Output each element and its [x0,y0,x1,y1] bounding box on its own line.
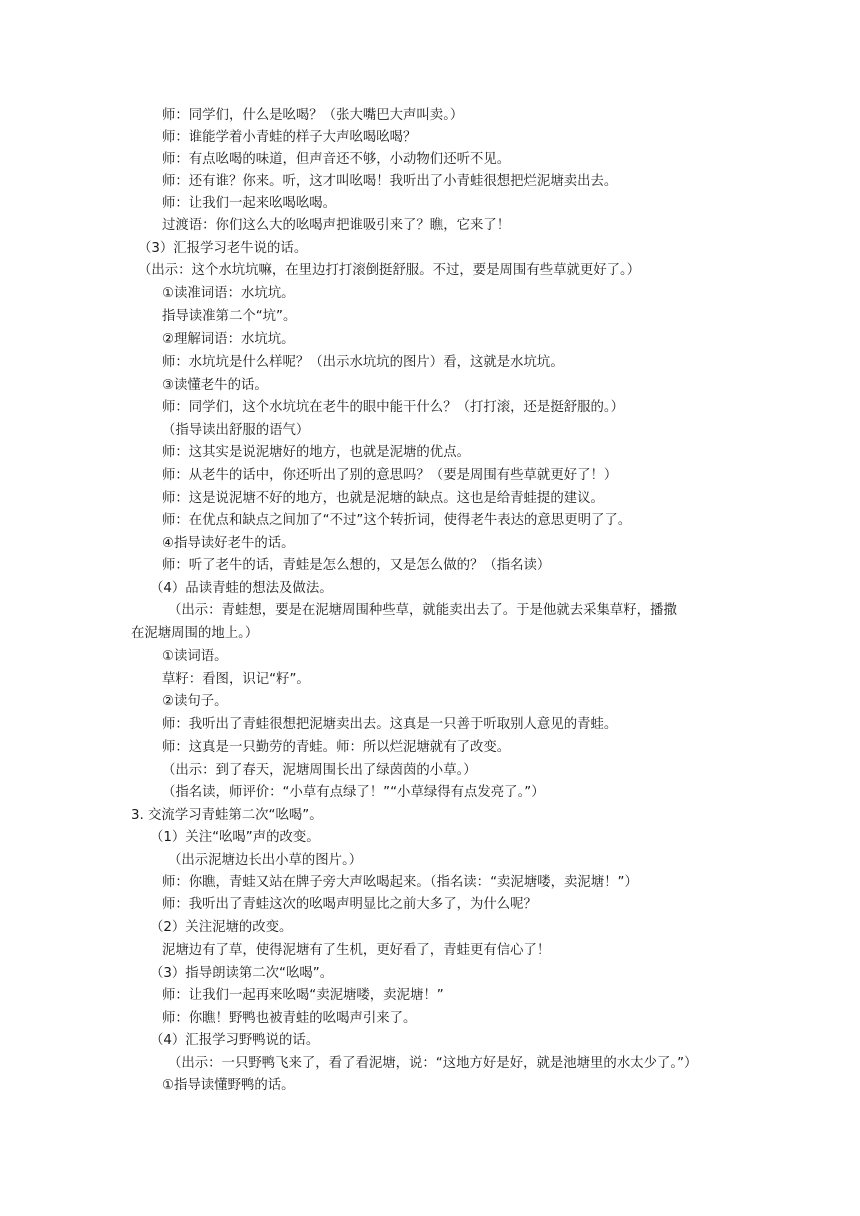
text-line: ①读准词语：水坑坑。 [162,286,295,301]
text-line: （指导读出舒服的语气） [162,423,310,438]
section-heading: （4）汇报学习野鸭说的话。 [150,1033,320,1048]
text-line: 过渡语：你们这么大的吆喝声把谁吸引来了？瞧，它来了！ [162,218,511,233]
text-line: ④指导读好老牛的话。 [162,536,295,551]
text-line: 师：我听出了青蛙很想把泥塘卖出去。这真是一只善于听取别人意见的青蛙。 [162,717,618,732]
text-line: 泥塘边有了草，使得泥塘有了生机，更好看了，青蛙更有信心了！ [162,943,551,958]
text-line: ③读懂老牛的话。 [162,378,268,393]
text-line: 指导读准第二个“坑”。 [162,309,297,324]
text-line: 师：这是说泥塘不好的地方，也就是泥塘的缺点。这也是给青蛙提的建议。 [162,491,604,506]
text-line: 师：我听出了青蛙这次的吆喝声明显比之前大多了，为什么呢？ [162,897,537,912]
section-heading: （4）品读青蛙的想法及做法。 [150,581,333,596]
text-line: （出示：青蛙想，要是在泥塘周围种些草，就能卖出去了。于是他就去采集草籽，播撒 [168,603,677,618]
section-heading: 3. 交流学习青蛙第二次“吆喝”。 [131,808,323,823]
text-line: 师：你瞧，青蛙又站在牌子旁大声吆喝起来。（指名读：“卖泥塘喽，卖泥塘！”） [162,875,638,890]
text-line: （出示：这个水坑坑嘛，在里边打打滚倒挺舒服。不过，要是周围有些草就更好了。） [138,263,641,278]
section-heading: （3）指导朗读第二次“吆喝”。 [150,966,334,981]
section-heading: （3）汇报学习老牛说的话。 [138,241,308,256]
text-line: 师：谁能学着小青蛙的样子大声吆喝吆喝？ [162,130,417,145]
text-line: 师：这真是一只勤劳的青蛙。师：所以烂泥塘就有了改变。 [162,740,511,755]
text-line: 师：从老牛的话中，你还听出了别的意思吗？（要是周围有些草就更好了！） [162,468,618,483]
text-line: （指名读，师评价：“小草有点绿了！”“小草绿得有点发亮了。”） [162,785,545,800]
text-line: 师：水坑坑是什么样呢？（出示水坑坑的图片）看，这就是水坑坑。 [162,355,564,370]
text-line: 师：听了老牛的话，青蛙是怎么想的，又是怎么做的？（指名读） [162,558,551,573]
text-line: 师：让我们一起再来吆喝“卖泥塘喽，卖泥塘！” [162,988,444,1003]
text-line: ①读词语。 [162,649,228,664]
text-line: （出示：一只野鸭飞来了，看了看泥塘，说：“这地方好是好，就是池塘里的水太少了。”） [168,1056,698,1071]
text-line: 师：同学们，这个水坑坑在老牛的眼中能干什么？（打打滚，还是挺舒服的。） [162,400,624,415]
text-line: 在泥塘周围的地上。） [131,626,259,641]
text-line: 师：让我们一起来吆喝吆喝。 [162,196,337,211]
text-line: 草籽：看图，识记“籽”。 [162,672,310,687]
text-line: ②读句子。 [162,694,228,709]
text-line: 师：你瞧！野鸭也被青蛙的吆喝声引来了。 [162,1011,417,1026]
text-line: ①指导读懂野鸭的话。 [162,1078,295,1093]
section-heading: （2）关注泥塘的改变。 [150,920,293,935]
text-line: 师：同学们，什么是吆喝？（张大嘴巴大声叫卖。） [162,108,464,123]
text-line: 师：这其实是说泥塘好的地方，也就是泥塘的优点。 [162,445,470,460]
text-line: （出示：到了春天，泥塘周围长出了绿茵茵的小草。） [162,763,477,778]
text-line: 师：在优点和缺点之间加了“不过”这个转折词，使得老牛表达的意思更明了了。 [162,513,632,528]
text-line: （出示泥塘边长出小草的图片。） [168,853,363,868]
text-line: 师：还有谁？你来。听，这才叫吆喝！我听出了小青蛙很想把烂泥塘卖出去。 [162,174,618,189]
text-line: 师：有点吆喝的味道，但声音还不够，小动物们还听不见。 [162,152,511,167]
text-line: ②理解词语：水坑坑。 [162,332,295,347]
section-heading: （1）关注“吆喝”声的改变。 [150,830,320,845]
